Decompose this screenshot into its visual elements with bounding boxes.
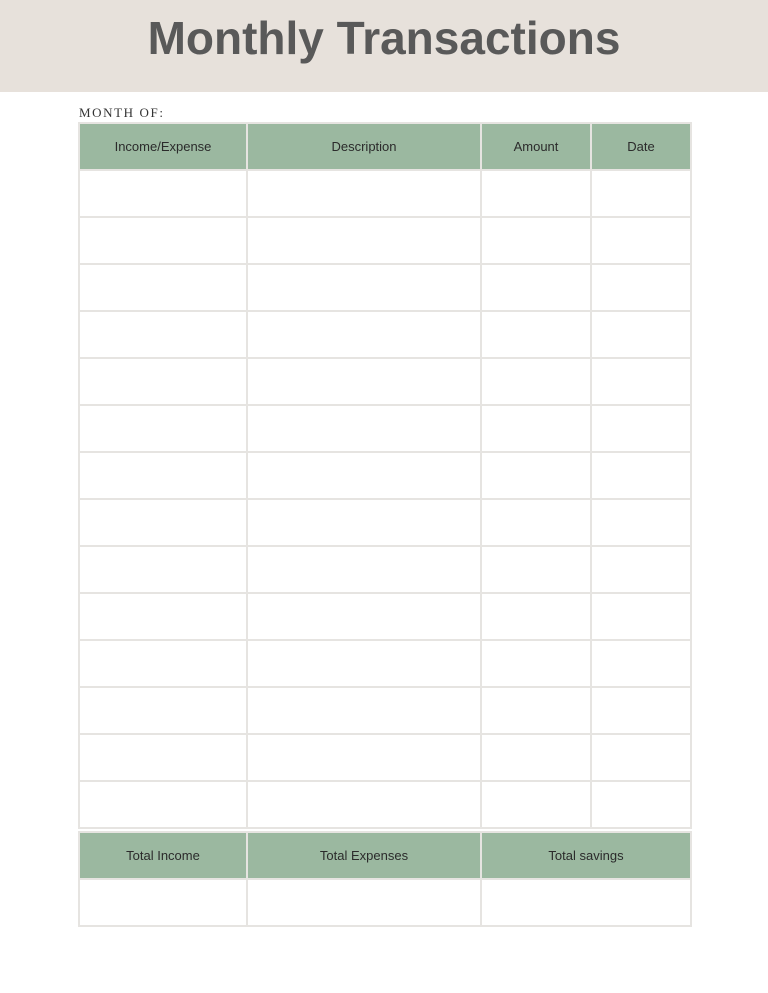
table-row — [79, 640, 691, 687]
total-expenses-cell[interactable] — [247, 879, 481, 926]
amount-cell[interactable] — [481, 640, 591, 687]
table-row — [79, 217, 691, 264]
column-header-description: Description — [247, 123, 481, 170]
description-cell[interactable] — [247, 593, 481, 640]
income-expense-cell[interactable] — [79, 170, 247, 217]
description-cell[interactable] — [247, 264, 481, 311]
totals-table — [78, 831, 692, 927]
income-expense-cell[interactable] — [79, 546, 247, 593]
description-cell[interactable] — [247, 452, 481, 499]
income-expense-cell[interactable] — [79, 358, 247, 405]
amount-cell[interactable] — [481, 170, 591, 217]
date-cell[interactable] — [591, 217, 691, 264]
description-cell[interactable] — [247, 546, 481, 593]
table-row — [79, 593, 691, 640]
column-header-date: Date — [591, 123, 691, 170]
table-row — [79, 452, 691, 499]
total-income-cell[interactable] — [79, 879, 247, 926]
description-cell[interactable] — [247, 687, 481, 734]
income-expense-cell[interactable] — [79, 593, 247, 640]
total-savings-header: Total savings — [481, 832, 691, 879]
income-expense-cell[interactable] — [79, 499, 247, 546]
description-cell[interactable] — [247, 499, 481, 546]
date-cell[interactable] — [591, 405, 691, 452]
date-cell[interactable] — [591, 170, 691, 217]
amount-cell[interactable] — [481, 546, 591, 593]
column-header-income-expense: Income/Expense — [79, 123, 247, 170]
amount-cell[interactable] — [481, 405, 591, 452]
transactions-table — [78, 122, 692, 829]
description-cell[interactable] — [247, 358, 481, 405]
header-band — [0, 0, 768, 92]
amount-cell[interactable] — [481, 593, 591, 640]
transactions-body — [79, 170, 691, 828]
amount-cell[interactable] — [481, 217, 591, 264]
table-row — [79, 781, 691, 828]
total-income-header: Total Income — [79, 832, 247, 879]
page-title: Monthly Transactions — [147, 12, 621, 64]
date-cell[interactable] — [591, 781, 691, 828]
totals-value-row — [79, 879, 691, 926]
date-cell[interactable] — [591, 311, 691, 358]
description-cell[interactable] — [247, 405, 481, 452]
total-expenses-header: Total Expenses — [247, 832, 481, 879]
income-expense-cell[interactable] — [79, 734, 247, 781]
description-cell[interactable] — [247, 170, 481, 217]
amount-cell[interactable] — [481, 781, 591, 828]
income-expense-cell[interactable] — [79, 687, 247, 734]
amount-cell[interactable] — [481, 358, 591, 405]
table-row — [79, 687, 691, 734]
amount-cell[interactable] — [481, 311, 591, 358]
date-cell[interactable] — [591, 734, 691, 781]
date-cell[interactable] — [591, 358, 691, 405]
table-row — [79, 499, 691, 546]
income-expense-cell[interactable] — [79, 311, 247, 358]
amount-cell[interactable] — [481, 687, 591, 734]
description-cell[interactable] — [247, 217, 481, 264]
income-expense-cell[interactable] — [79, 781, 247, 828]
description-cell[interactable] — [247, 781, 481, 828]
amount-cell[interactable] — [481, 452, 591, 499]
table-row — [79, 734, 691, 781]
description-cell[interactable] — [247, 734, 481, 781]
table-row — [79, 358, 691, 405]
table-row — [79, 405, 691, 452]
table-row — [79, 170, 691, 217]
table-row — [79, 311, 691, 358]
date-cell[interactable] — [591, 499, 691, 546]
amount-cell[interactable] — [481, 499, 591, 546]
income-expense-cell[interactable] — [79, 264, 247, 311]
description-cell[interactable] — [247, 640, 481, 687]
amount-cell[interactable] — [481, 264, 591, 311]
description-cell[interactable] — [247, 311, 481, 358]
transactions-header-row — [79, 123, 691, 170]
date-cell[interactable] — [591, 640, 691, 687]
income-expense-cell[interactable] — [79, 405, 247, 452]
income-expense-cell[interactable] — [79, 217, 247, 264]
date-cell[interactable] — [591, 452, 691, 499]
column-header-amount: Amount — [481, 123, 591, 170]
date-cell[interactable] — [591, 687, 691, 734]
date-cell[interactable] — [591, 546, 691, 593]
table-row — [79, 546, 691, 593]
date-cell[interactable] — [591, 593, 691, 640]
income-expense-cell[interactable] — [79, 640, 247, 687]
month-label: MONTH OF: — [79, 105, 165, 120]
date-cell[interactable] — [591, 264, 691, 311]
total-savings-cell[interactable] — [481, 879, 691, 926]
amount-cell[interactable] — [481, 734, 591, 781]
table-row — [79, 264, 691, 311]
totals-header-row — [79, 832, 691, 879]
income-expense-cell[interactable] — [79, 452, 247, 499]
